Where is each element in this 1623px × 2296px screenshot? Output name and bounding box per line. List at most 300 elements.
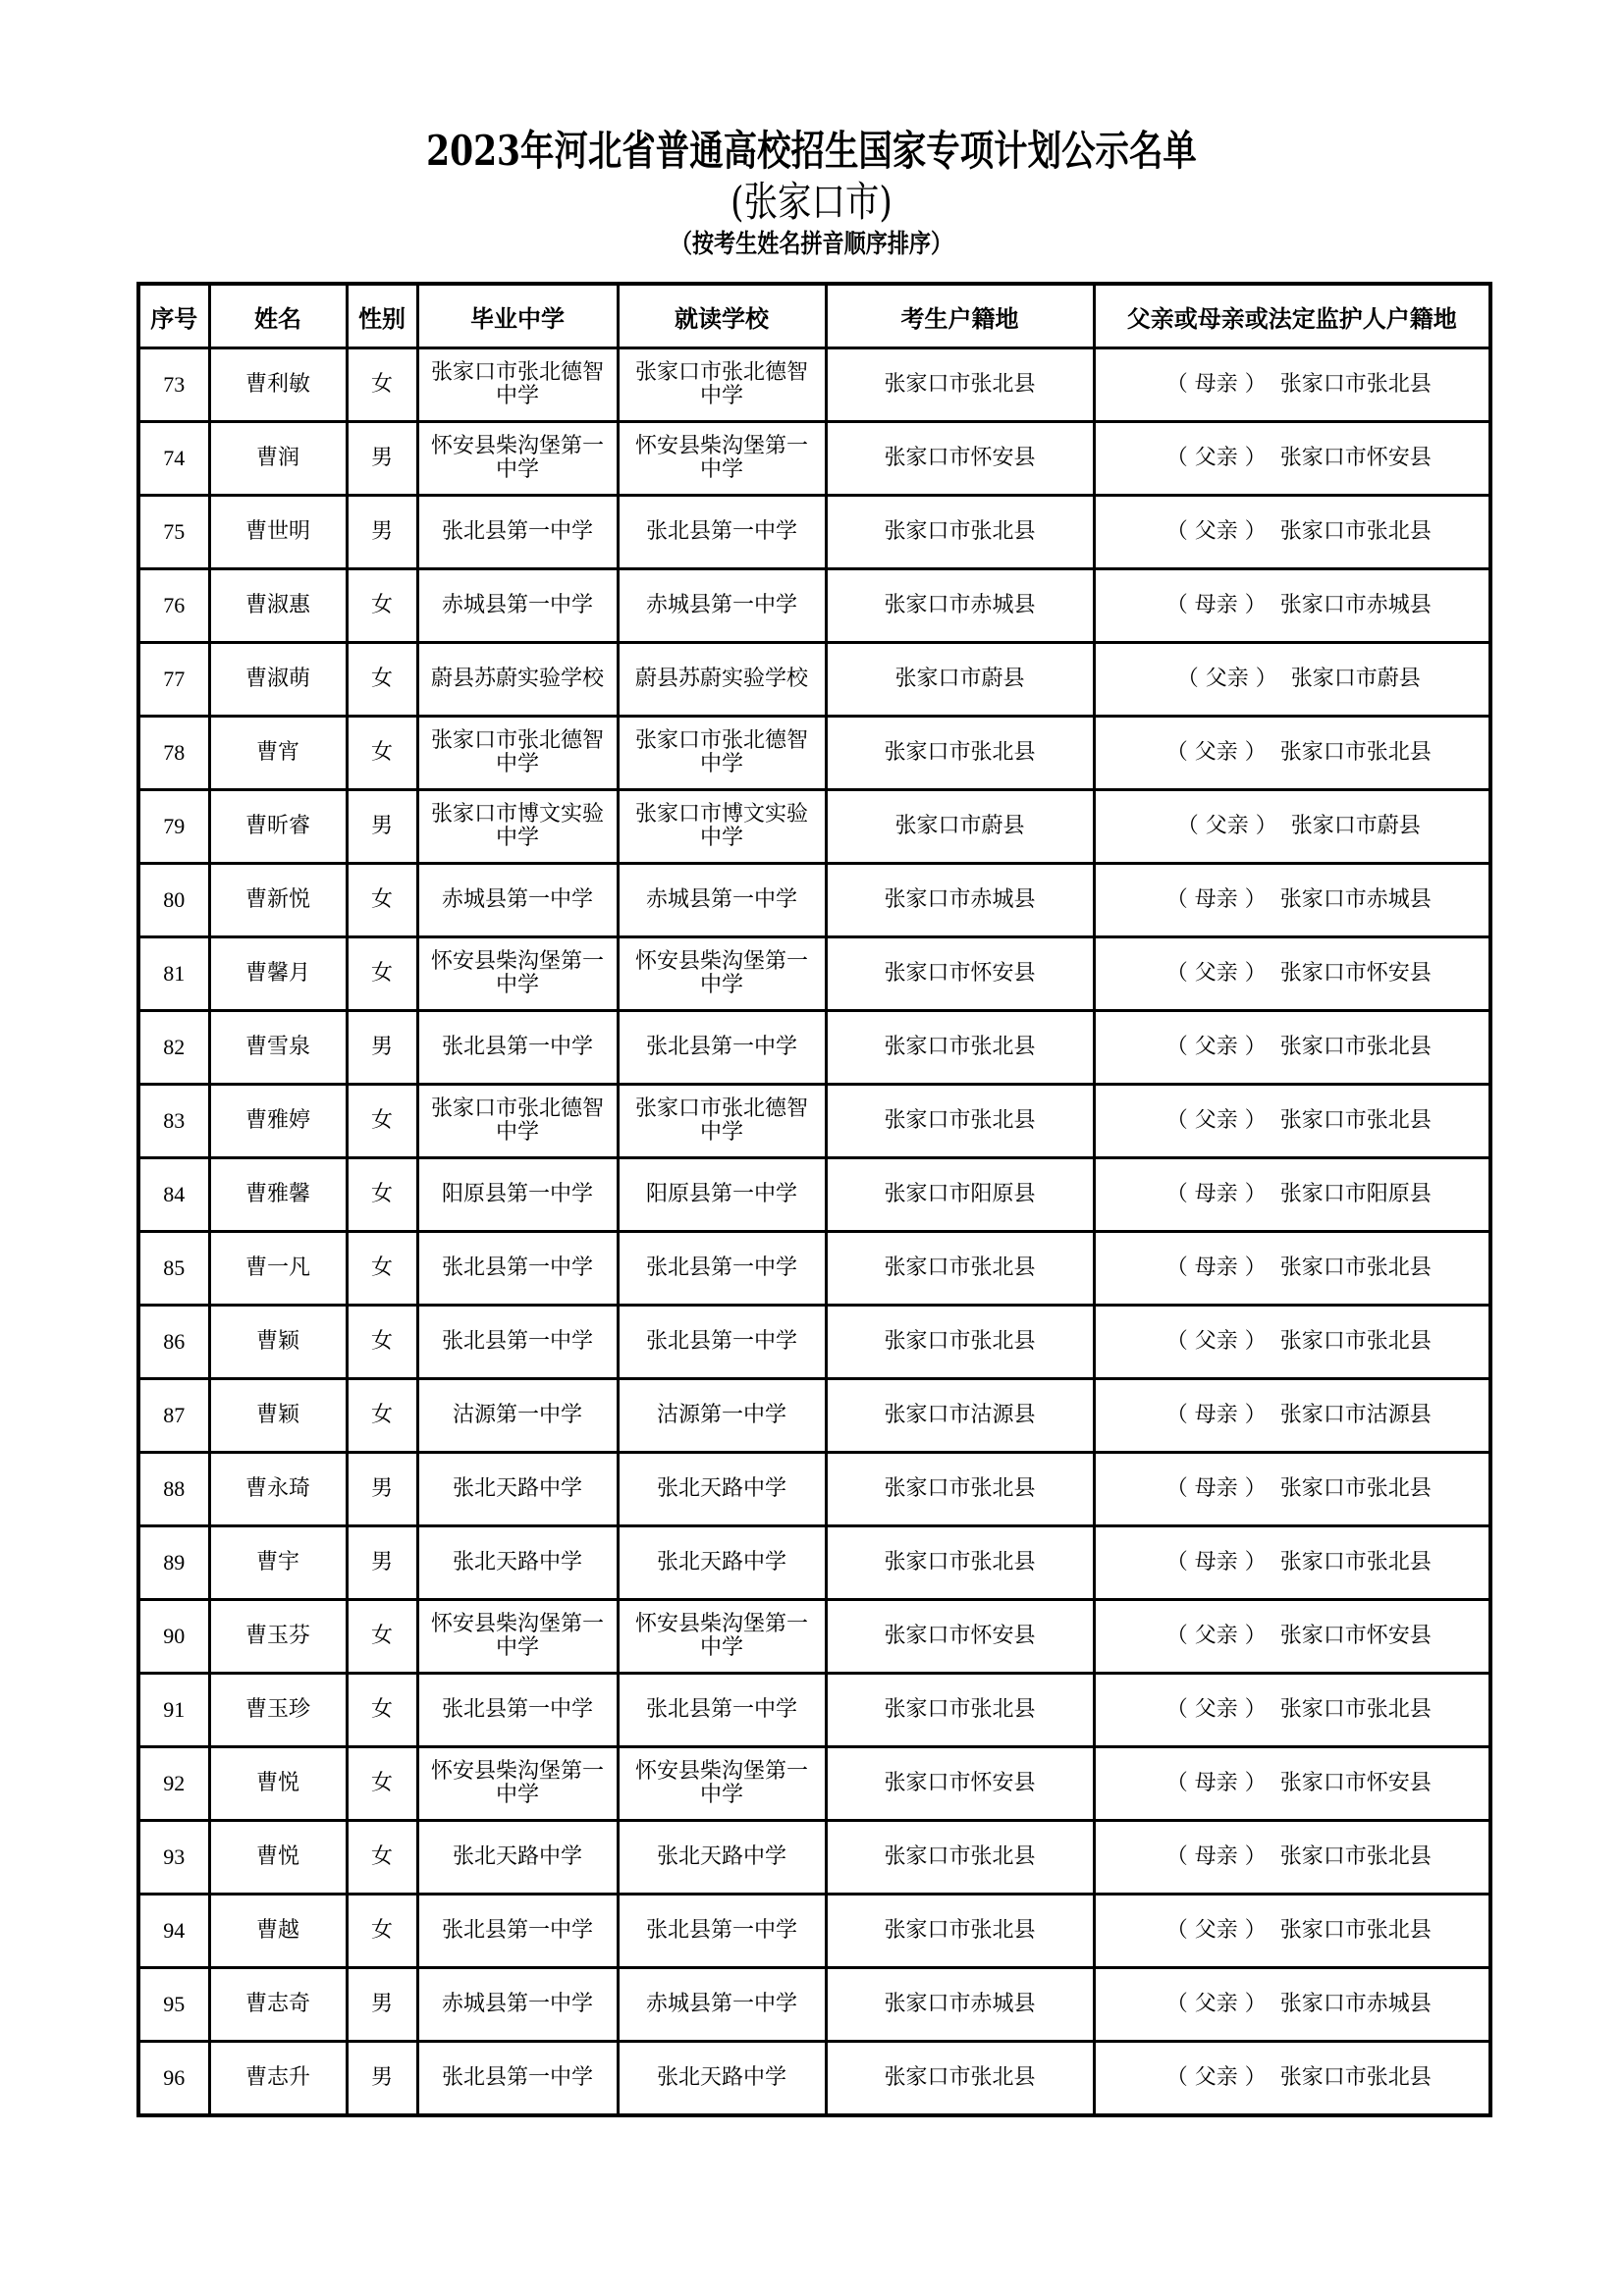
grad-school-text: 怀安县柴沟堡第一中学 bbox=[430, 434, 604, 482]
row-grad-school bbox=[417, 496, 618, 569]
current-school-text: 赤城县第一中学 bbox=[645, 887, 797, 912]
row-grad-school bbox=[417, 937, 618, 1011]
row-current-school bbox=[618, 1306, 826, 1379]
guardian-relation: （ 母亲 ） bbox=[1165, 1550, 1267, 1575]
guardian-relation: （ 父亲 ） bbox=[1165, 961, 1267, 986]
current-school-text: 张北天路中学 bbox=[656, 1844, 786, 1869]
guardian-relation: （ 父亲 ） bbox=[1165, 1035, 1267, 1059]
row-guardian bbox=[1094, 569, 1490, 643]
guardian-hukou: 张家口市张北县 bbox=[1279, 1035, 1432, 1059]
table-row bbox=[138, 1600, 1490, 1674]
row-no: 77 bbox=[138, 643, 209, 717]
row-name: 曹越 bbox=[209, 1895, 347, 1968]
row-no: 81 bbox=[138, 937, 209, 1011]
table-row bbox=[138, 2042, 1490, 2116]
guardian-relation: （ 母亲 ） bbox=[1165, 1182, 1267, 1206]
grad-school-text: 张北县第一中学 bbox=[441, 1918, 593, 1943]
guardian-relation: （ 母亲 ） bbox=[1165, 1403, 1267, 1427]
table-row bbox=[138, 717, 1490, 790]
row-current-school bbox=[618, 1011, 826, 1085]
row-no: 88 bbox=[138, 1453, 209, 1526]
row-current-school bbox=[618, 1085, 826, 1158]
header-name: 姓名 bbox=[209, 284, 347, 348]
grad-school-text: 沽源第一中学 bbox=[452, 1403, 582, 1427]
row-name: 曹昕睿 bbox=[209, 790, 347, 864]
row-current-school bbox=[618, 1674, 826, 1747]
row-no: 95 bbox=[138, 1968, 209, 2042]
row-guardian bbox=[1094, 1306, 1490, 1379]
grad-school-text: 张北天路中学 bbox=[452, 1844, 582, 1869]
grad-school-text: 张北县第一中学 bbox=[441, 1255, 593, 1280]
row-current-school bbox=[618, 790, 826, 864]
row-gender: 男 bbox=[347, 422, 417, 496]
row-gender: 女 bbox=[347, 864, 417, 937]
row-grad-school bbox=[417, 864, 618, 937]
row-grad-school bbox=[417, 1600, 618, 1674]
header-grad-school: 毕业中学 bbox=[417, 284, 618, 348]
row-current-school bbox=[618, 1526, 826, 1600]
row-no: 93 bbox=[138, 1821, 209, 1895]
row-gender: 男 bbox=[347, 1968, 417, 2042]
table-row bbox=[138, 1306, 1490, 1379]
row-hukou: 张家口市赤城县 bbox=[826, 569, 1094, 643]
row-hukou: 张家口市怀安县 bbox=[826, 937, 1094, 1011]
row-name: 曹一凡 bbox=[209, 1232, 347, 1306]
row-no: 86 bbox=[138, 1306, 209, 1379]
row-grad-school bbox=[417, 1085, 618, 1158]
grad-school-text: 怀安县柴沟堡第一中学 bbox=[430, 1612, 604, 1660]
current-school-text: 沽源第一中学 bbox=[656, 1403, 786, 1427]
row-no: 91 bbox=[138, 1674, 209, 1747]
guardian-hukou: 张家口市张北县 bbox=[1279, 740, 1432, 765]
row-name: 曹雪泉 bbox=[209, 1011, 347, 1085]
grad-school-text: 怀安县柴沟堡第一中学 bbox=[430, 949, 604, 997]
row-gender: 男 bbox=[347, 1453, 417, 1526]
table-row bbox=[138, 1674, 1490, 1747]
row-no: 96 bbox=[138, 2042, 209, 2116]
table-header-row bbox=[138, 284, 1490, 348]
guardian-relation: （ 母亲 ） bbox=[1165, 1844, 1267, 1869]
current-school-text: 张北县第一中学 bbox=[645, 519, 797, 544]
guardian-relation: （ 母亲 ） bbox=[1165, 372, 1267, 397]
current-school-text: 张北天路中学 bbox=[656, 2065, 786, 2090]
current-school-text: 张北县第一中学 bbox=[645, 1329, 797, 1354]
guardian-relation: （ 父亲 ） bbox=[1165, 1697, 1267, 1722]
row-no: 73 bbox=[138, 348, 209, 422]
table-row bbox=[138, 1011, 1490, 1085]
row-hukou: 张家口市赤城县 bbox=[826, 864, 1094, 937]
row-guardian bbox=[1094, 1747, 1490, 1821]
grad-school-text: 张北县第一中学 bbox=[441, 1035, 593, 1059]
table-row bbox=[138, 1453, 1490, 1526]
row-name: 曹世明 bbox=[209, 496, 347, 569]
table-row bbox=[138, 1526, 1490, 1600]
row-hukou: 张家口市张北县 bbox=[826, 1085, 1094, 1158]
table-row bbox=[138, 790, 1490, 864]
guardian-hukou: 张家口市张北县 bbox=[1279, 1476, 1432, 1501]
row-name: 曹雅馨 bbox=[209, 1158, 347, 1232]
row-guardian bbox=[1094, 1600, 1490, 1674]
row-guardian bbox=[1094, 864, 1490, 937]
current-school-text: 张北天路中学 bbox=[656, 1476, 786, 1501]
row-name: 曹永琦 bbox=[209, 1453, 347, 1526]
guardian-relation: （ 母亲 ） bbox=[1165, 1771, 1267, 1795]
row-name: 曹颖 bbox=[209, 1306, 347, 1379]
guardian-hukou: 张家口市张北县 bbox=[1279, 1255, 1432, 1280]
current-school-text: 张家口市张北德智中学 bbox=[634, 360, 808, 408]
row-no: 90 bbox=[138, 1600, 209, 1674]
guardian-relation: （ 父亲 ） bbox=[1176, 814, 1277, 838]
row-gender: 女 bbox=[347, 1895, 417, 1968]
grad-school-text: 张家口市张北德智中学 bbox=[430, 728, 604, 776]
row-guardian bbox=[1094, 1526, 1490, 1600]
grad-school-text: 赤城县第一中学 bbox=[441, 887, 593, 912]
row-name: 曹馨月 bbox=[209, 937, 347, 1011]
row-no: 84 bbox=[138, 1158, 209, 1232]
row-guardian bbox=[1094, 643, 1490, 717]
row-name: 曹颖 bbox=[209, 1379, 347, 1453]
row-current-school bbox=[618, 348, 826, 422]
current-school-text: 怀安县柴沟堡第一中学 bbox=[634, 1612, 808, 1660]
row-grad-school bbox=[417, 1895, 618, 1968]
row-grad-school bbox=[417, 1674, 618, 1747]
grad-school-text: 赤城县第一中学 bbox=[441, 1992, 593, 2016]
row-hukou: 张家口市怀安县 bbox=[826, 422, 1094, 496]
row-guardian bbox=[1094, 717, 1490, 790]
grad-school-text: 张家口市博文实验中学 bbox=[430, 802, 604, 850]
guardian-relation: （ 父亲 ） bbox=[1165, 519, 1267, 544]
row-name: 曹志升 bbox=[209, 2042, 347, 2116]
grad-school-text: 张家口市张北德智中学 bbox=[430, 360, 604, 408]
grad-school-text: 阳原县第一中学 bbox=[441, 1182, 593, 1206]
row-hukou: 张家口市张北县 bbox=[826, 1232, 1094, 1306]
guardian-hukou: 张家口市怀安县 bbox=[1279, 446, 1432, 470]
current-school-text: 赤城县第一中学 bbox=[645, 593, 797, 617]
row-grad-school bbox=[417, 1968, 618, 2042]
row-grad-school bbox=[417, 643, 618, 717]
row-hukou: 张家口市蔚县 bbox=[826, 790, 1094, 864]
row-current-school bbox=[618, 1895, 826, 1968]
row-name: 曹淑惠 bbox=[209, 569, 347, 643]
row-gender: 女 bbox=[347, 1232, 417, 1306]
row-grad-school bbox=[417, 1011, 618, 1085]
row-guardian bbox=[1094, 1085, 1490, 1158]
row-guardian bbox=[1094, 1379, 1490, 1453]
candidate-table bbox=[136, 282, 1492, 2117]
row-gender: 女 bbox=[347, 1674, 417, 1747]
row-current-school bbox=[618, 569, 826, 643]
row-guardian bbox=[1094, 1011, 1490, 1085]
guardian-relation: （ 母亲 ） bbox=[1165, 593, 1267, 617]
table-row bbox=[138, 1747, 1490, 1821]
row-name: 曹悦 bbox=[209, 1747, 347, 1821]
row-guardian bbox=[1094, 2042, 1490, 2116]
current-school-text: 怀安县柴沟堡第一中学 bbox=[634, 434, 808, 482]
guardian-hukou: 张家口市阳原县 bbox=[1279, 1182, 1432, 1206]
row-name: 曹新悦 bbox=[209, 864, 347, 937]
row-no: 79 bbox=[138, 790, 209, 864]
table-row bbox=[138, 496, 1490, 569]
row-name: 曹润 bbox=[209, 422, 347, 496]
row-hukou: 张家口市张北县 bbox=[826, 1821, 1094, 1895]
guardian-relation: （ 父亲 ） bbox=[1176, 667, 1277, 691]
row-gender: 男 bbox=[347, 1526, 417, 1600]
guardian-relation: （ 母亲 ） bbox=[1165, 1476, 1267, 1501]
guardian-relation: （ 父亲 ） bbox=[1165, 2065, 1267, 2090]
table-row bbox=[138, 348, 1490, 422]
row-current-school bbox=[618, 937, 826, 1011]
table-row bbox=[138, 569, 1490, 643]
table-row bbox=[138, 1968, 1490, 2042]
guardian-relation: （ 父亲 ） bbox=[1165, 446, 1267, 470]
row-guardian bbox=[1094, 422, 1490, 496]
table-body bbox=[138, 348, 1490, 2116]
row-hukou: 张家口市怀安县 bbox=[826, 1600, 1094, 1674]
row-grad-school bbox=[417, 1453, 618, 1526]
guardian-relation: （ 父亲 ） bbox=[1165, 1624, 1267, 1648]
row-grad-school bbox=[417, 1526, 618, 1600]
grad-school-text: 张北天路中学 bbox=[452, 1476, 582, 1501]
row-name: 曹志奇 bbox=[209, 1968, 347, 2042]
grad-school-text: 张北天路中学 bbox=[452, 1550, 582, 1575]
guardian-hukou: 张家口市怀安县 bbox=[1279, 1624, 1432, 1648]
row-current-school bbox=[618, 1453, 826, 1526]
row-hukou: 张家口市张北县 bbox=[826, 1526, 1094, 1600]
row-grad-school bbox=[417, 1158, 618, 1232]
row-guardian bbox=[1094, 1895, 1490, 1968]
row-name: 曹悦 bbox=[209, 1821, 347, 1895]
row-current-school bbox=[618, 717, 826, 790]
guardian-hukou: 张家口市赤城县 bbox=[1279, 1992, 1432, 2016]
sort-note: （按考生姓名拼音顺序排序） bbox=[670, 230, 953, 259]
row-gender: 男 bbox=[347, 496, 417, 569]
guardian-relation: （ 父亲 ） bbox=[1165, 1918, 1267, 1943]
row-hukou: 张家口市张北县 bbox=[826, 1453, 1094, 1526]
current-school-text: 怀安县柴沟堡第一中学 bbox=[634, 949, 808, 997]
row-grad-school bbox=[417, 1747, 618, 1821]
current-school-text: 张家口市张北德智中学 bbox=[634, 728, 808, 776]
row-no: 78 bbox=[138, 717, 209, 790]
row-gender: 女 bbox=[347, 1158, 417, 1232]
guardian-hukou: 张家口市张北县 bbox=[1279, 519, 1432, 544]
row-gender: 女 bbox=[347, 1306, 417, 1379]
row-name: 曹玉芬 bbox=[209, 1600, 347, 1674]
guardian-hukou: 张家口市张北县 bbox=[1279, 1697, 1432, 1722]
grad-school-text: 张北县第一中学 bbox=[441, 2065, 593, 2090]
row-current-school bbox=[618, 1747, 826, 1821]
row-no: 82 bbox=[138, 1011, 209, 1085]
header-gender: 性别 bbox=[347, 284, 417, 348]
row-hukou: 张家口市张北县 bbox=[826, 1895, 1094, 1968]
row-no: 89 bbox=[138, 1526, 209, 1600]
row-current-school bbox=[618, 1968, 826, 2042]
row-gender: 女 bbox=[347, 348, 417, 422]
row-hukou: 张家口市赤城县 bbox=[826, 1968, 1094, 2042]
current-school-text: 赤城县第一中学 bbox=[645, 1992, 797, 2016]
row-no: 92 bbox=[138, 1747, 209, 1821]
row-guardian bbox=[1094, 1453, 1490, 1526]
current-school-text: 张北县第一中学 bbox=[645, 1255, 797, 1280]
row-no: 83 bbox=[138, 1085, 209, 1158]
guardian-relation: （ 母亲 ） bbox=[1165, 887, 1267, 912]
guardian-hukou: 张家口市张北县 bbox=[1279, 2065, 1432, 2090]
row-hukou: 张家口市蔚县 bbox=[826, 643, 1094, 717]
row-grad-school bbox=[417, 569, 618, 643]
row-no: 74 bbox=[138, 422, 209, 496]
row-grad-school bbox=[417, 790, 618, 864]
row-gender: 男 bbox=[347, 2042, 417, 2116]
grad-school-text: 怀安县柴沟堡第一中学 bbox=[430, 1759, 604, 1807]
current-school-text: 蔚县苏蔚实验学校 bbox=[634, 667, 808, 691]
row-grad-school bbox=[417, 2042, 618, 2116]
table-row bbox=[138, 1085, 1490, 1158]
row-gender: 女 bbox=[347, 1821, 417, 1895]
table-row bbox=[138, 1379, 1490, 1453]
row-name: 曹利敏 bbox=[209, 348, 347, 422]
row-name: 曹宇 bbox=[209, 1526, 347, 1600]
row-guardian bbox=[1094, 348, 1490, 422]
document-subtitle: (张家口市) bbox=[730, 178, 893, 226]
table-row bbox=[138, 1232, 1490, 1306]
guardian-hukou: 张家口市沽源县 bbox=[1279, 1403, 1432, 1427]
row-no: 87 bbox=[138, 1379, 209, 1453]
row-grad-school bbox=[417, 1379, 618, 1453]
guardian-hukou: 张家口市张北县 bbox=[1279, 1108, 1432, 1133]
current-school-text: 张北天路中学 bbox=[656, 1550, 786, 1575]
guardian-relation: （ 父亲 ） bbox=[1165, 1329, 1267, 1354]
row-gender: 女 bbox=[347, 643, 417, 717]
row-guardian bbox=[1094, 1968, 1490, 2042]
row-grad-school bbox=[417, 1306, 618, 1379]
row-guardian bbox=[1094, 1158, 1490, 1232]
grad-school-text: 蔚县苏蔚实验学校 bbox=[430, 667, 604, 691]
row-no: 94 bbox=[138, 1895, 209, 1968]
row-guardian bbox=[1094, 1821, 1490, 1895]
row-guardian bbox=[1094, 496, 1490, 569]
row-name: 曹雅婷 bbox=[209, 1085, 347, 1158]
row-no: 76 bbox=[138, 569, 209, 643]
row-hukou: 张家口市张北县 bbox=[826, 1674, 1094, 1747]
current-school-text: 怀安县柴沟堡第一中学 bbox=[634, 1759, 808, 1807]
row-current-school bbox=[618, 1158, 826, 1232]
row-hukou: 张家口市阳原县 bbox=[826, 1158, 1094, 1232]
guardian-relation: （ 父亲 ） bbox=[1165, 740, 1267, 765]
row-no: 85 bbox=[138, 1232, 209, 1306]
row-grad-school bbox=[417, 717, 618, 790]
row-guardian bbox=[1094, 790, 1490, 864]
guardian-hukou: 张家口市怀安县 bbox=[1279, 961, 1432, 986]
row-hukou: 张家口市怀安县 bbox=[826, 1747, 1094, 1821]
row-grad-school bbox=[417, 348, 618, 422]
current-school-text: 阳原县第一中学 bbox=[645, 1182, 797, 1206]
row-hukou: 张家口市张北县 bbox=[826, 348, 1094, 422]
guardian-relation: （ 母亲 ） bbox=[1165, 1255, 1267, 1280]
row-grad-school bbox=[417, 1821, 618, 1895]
guardian-hukou: 张家口市赤城县 bbox=[1279, 887, 1432, 912]
row-gender: 男 bbox=[347, 790, 417, 864]
row-current-school bbox=[618, 496, 826, 569]
row-guardian bbox=[1094, 1674, 1490, 1747]
row-name: 曹宵 bbox=[209, 717, 347, 790]
guardian-hukou: 张家口市张北县 bbox=[1279, 1329, 1432, 1354]
header-current-school: 就读学校 bbox=[618, 284, 826, 348]
grad-school-text: 张北县第一中学 bbox=[441, 1697, 593, 1722]
row-current-school bbox=[618, 2042, 826, 2116]
guardian-hukou: 张家口市蔚县 bbox=[1290, 814, 1421, 838]
grad-school-text: 张家口市张北德智中学 bbox=[430, 1096, 604, 1145]
guardian-hukou: 张家口市蔚县 bbox=[1290, 667, 1421, 691]
row-gender: 女 bbox=[347, 1379, 417, 1453]
row-hukou: 张家口市张北县 bbox=[826, 496, 1094, 569]
row-name: 曹玉珍 bbox=[209, 1674, 347, 1747]
row-current-school bbox=[618, 1600, 826, 1674]
table-row bbox=[138, 864, 1490, 937]
guardian-hukou: 张家口市赤城县 bbox=[1279, 593, 1432, 617]
table-row bbox=[138, 1821, 1490, 1895]
guardian-hukou: 张家口市张北县 bbox=[1279, 1918, 1432, 1943]
current-school-text: 张家口市博文实验中学 bbox=[634, 802, 808, 850]
row-current-school bbox=[618, 422, 826, 496]
header-hukou: 考生户籍地 bbox=[826, 284, 1094, 348]
row-hukou: 张家口市沽源县 bbox=[826, 1379, 1094, 1453]
header-no: 序号 bbox=[138, 284, 209, 348]
row-current-school bbox=[618, 643, 826, 717]
current-school-text: 张北县第一中学 bbox=[645, 1035, 797, 1059]
guardian-hukou: 张家口市张北县 bbox=[1279, 1550, 1432, 1575]
row-no: 75 bbox=[138, 496, 209, 569]
row-hukou: 张家口市张北县 bbox=[826, 1306, 1094, 1379]
document-title: 2023年河北省普通高校招生国家专项计划公示名单 bbox=[426, 127, 1197, 175]
table-row bbox=[138, 1158, 1490, 1232]
guardian-relation: （ 父亲 ） bbox=[1165, 1108, 1267, 1133]
row-guardian bbox=[1094, 937, 1490, 1011]
row-gender: 女 bbox=[347, 569, 417, 643]
table-row bbox=[138, 1895, 1490, 1968]
row-hukou: 张家口市张北县 bbox=[826, 1011, 1094, 1085]
row-hukou: 张家口市张北县 bbox=[826, 2042, 1094, 2116]
table-row bbox=[138, 422, 1490, 496]
grad-school-text: 张北县第一中学 bbox=[441, 1329, 593, 1354]
header-guardian-hukou: 父亲或母亲或法定监护人户籍地 bbox=[1094, 284, 1490, 348]
current-school-text: 张家口市张北德智中学 bbox=[634, 1096, 808, 1145]
row-name: 曹淑萌 bbox=[209, 643, 347, 717]
current-school-text: 张北县第一中学 bbox=[645, 1697, 797, 1722]
table-row bbox=[138, 643, 1490, 717]
row-current-school bbox=[618, 1232, 826, 1306]
guardian-relation: （ 父亲 ） bbox=[1165, 1992, 1267, 2016]
guardian-hukou: 张家口市张北县 bbox=[1279, 372, 1432, 397]
row-grad-school bbox=[417, 422, 618, 496]
guardian-hukou: 张家口市张北县 bbox=[1279, 1844, 1432, 1869]
guardian-hukou: 张家口市怀安县 bbox=[1279, 1771, 1432, 1795]
row-gender: 女 bbox=[347, 717, 417, 790]
row-gender: 女 bbox=[347, 1747, 417, 1821]
grad-school-text: 赤城县第一中学 bbox=[441, 593, 593, 617]
row-gender: 女 bbox=[347, 1600, 417, 1674]
row-gender: 女 bbox=[347, 937, 417, 1011]
row-gender: 男 bbox=[347, 1011, 417, 1085]
row-no: 80 bbox=[138, 864, 209, 937]
current-school-text: 张北县第一中学 bbox=[645, 1918, 797, 1943]
table-row bbox=[138, 937, 1490, 1011]
row-current-school bbox=[618, 1379, 826, 1453]
row-guardian bbox=[1094, 1232, 1490, 1306]
row-hukou: 张家口市张北县 bbox=[826, 717, 1094, 790]
row-grad-school bbox=[417, 1232, 618, 1306]
row-current-school bbox=[618, 1821, 826, 1895]
row-gender: 女 bbox=[347, 1085, 417, 1158]
grad-school-text: 张北县第一中学 bbox=[441, 519, 593, 544]
